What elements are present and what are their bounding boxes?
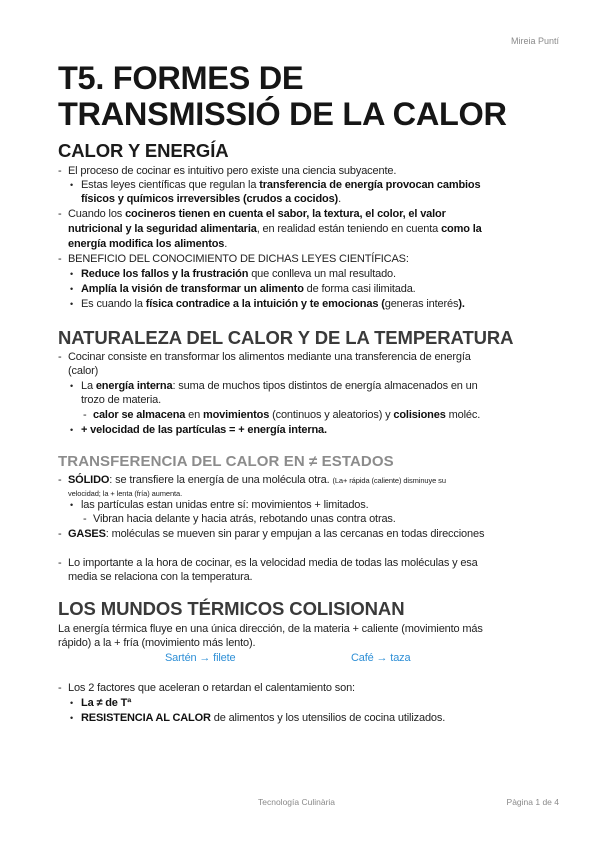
text-line: La energía térmica fluye en una única dirección, de la materia + caliente (movimiento más (58, 623, 483, 635)
text-line: RESISTENCIA AL CALOR de alimentos y los utensilios de cocina utilizados. (81, 712, 446, 724)
bullet-marker: • (70, 180, 74, 190)
text-line: El proceso de cocinar es intuitivo pero existe una ciencia subyacente. (68, 165, 397, 177)
bullet-marker: • (70, 381, 74, 391)
dash-marker: - (83, 513, 87, 525)
text-line: trozo de materia. (81, 394, 161, 406)
bullet-marker: • (70, 284, 74, 294)
text-line: rápido) a la + fría (movimiento más lento). (58, 637, 256, 649)
text-line: BENEFICIO DEL CONOCIMIENTO DE DICHAS LEYES CIENTÍFICAS: (68, 253, 409, 265)
bullet-marker: • (70, 269, 74, 279)
text-line: físicos y químicos irreversibles (crudos a cocidos). (81, 193, 341, 205)
text-line: energía modifica los alimentos. (68, 238, 228, 250)
text-line: calor se almacena en movimientos (continuos y aleatorios) y colisiones moléc. (93, 409, 481, 421)
section-heading-mundos-termicos: LOS MUNDOS TÉRMICOS COLISIONAN (58, 598, 405, 619)
bullet-marker: • (70, 299, 74, 309)
text-line: Reduce los fallos y la frustración que conlleva un mal resultado. (81, 268, 396, 280)
text-line: nutricional y la seguridad alimentaria, en realidad están teniendo en cuenta como la (68, 223, 482, 235)
bullet-marker: • (70, 500, 74, 510)
section-heading-naturaleza: NATURALEZA DEL CALOR Y DE LA TEMPERATURA (58, 327, 514, 348)
text-line: Lo importante a la hora de cocinar, es la velocidad media de todas las moléculas y esa (68, 557, 478, 569)
dash-marker: - (58, 208, 62, 220)
example-sarten-filete: Sartén → filete (165, 652, 236, 664)
page-title (58, 60, 558, 132)
dash-marker: - (58, 474, 62, 486)
example-cafe-taza: Café → taza (351, 652, 411, 664)
text-line: Amplía la visión de transformar un alimento de forma casi ilimitada. (81, 283, 416, 295)
text-line: SÓLIDO: se transfiere la energía de una molécula otra. (La+ rápida (caliente) disminuye su (68, 474, 446, 486)
dash-marker: - (58, 528, 62, 540)
dash-marker: - (58, 165, 62, 177)
dash-marker: - (58, 557, 62, 569)
author-name: Mireia Puntí (510, 36, 559, 46)
text-line: Estas leyes científicas que regulan la transferencia de energía provocan cambios (81, 179, 481, 191)
title-line-2: TRANSMISSIÓ DE LA CALOR (58, 96, 507, 132)
text-line: Cuando los cocineros tienen en cuenta el sabor, la textura, el color, el valor (68, 208, 446, 220)
text-line: (calor) (68, 365, 99, 377)
dash-marker: - (58, 351, 62, 363)
bullet-marker: • (70, 698, 74, 708)
section-heading-calor-energia: CALOR Y ENERGÍA (58, 140, 229, 161)
dash-marker: - (83, 409, 87, 421)
dash-marker: - (58, 682, 62, 694)
footer-subject: Tecnología Culinària (258, 797, 336, 807)
text-line: media se relaciona con la temperatura. (68, 571, 253, 583)
text-line: Los 2 factores que aceleran o retardan el calentamiento son: (68, 682, 355, 694)
dash-marker: - (58, 253, 62, 265)
text-line: GASES: moléculas se mueven sin parar y empujan a las cercanas en todas direcciones (68, 528, 485, 540)
text-line: velocidad; la + lenta (fría) aumenta. (68, 489, 183, 498)
text-line: Es cuando la física contradice a la intuición y te emocionas (generas interés). (81, 298, 465, 310)
text-line: las partículas estan unidas entre sí: movimientos + limitados. (81, 499, 369, 511)
section-heading-transferencia: TRANSFERENCIA DEL CALOR EN ≠ ESTADOS (58, 453, 394, 470)
text-line: La energía interna: suma de muchos tipos distintos de energía almacenados en un (81, 380, 478, 392)
text-line: Cocinar consiste en transformar los alimentos mediante una transferencia de energía (68, 351, 471, 363)
bullet-marker: • (70, 425, 74, 435)
text-line: La ≠ de Tª (81, 697, 132, 709)
footer-page-number: Pàgina 1 de 4 (506, 797, 559, 807)
text-line: Vibran hacia delante y hacia atrás, rebotando unas contra otras. (93, 513, 396, 525)
text-line: + velocidad de las partículas = + energía interna. (81, 424, 327, 436)
bullet-marker: • (70, 713, 74, 723)
title-line-1: T5. FORMES DE (58, 60, 304, 96)
